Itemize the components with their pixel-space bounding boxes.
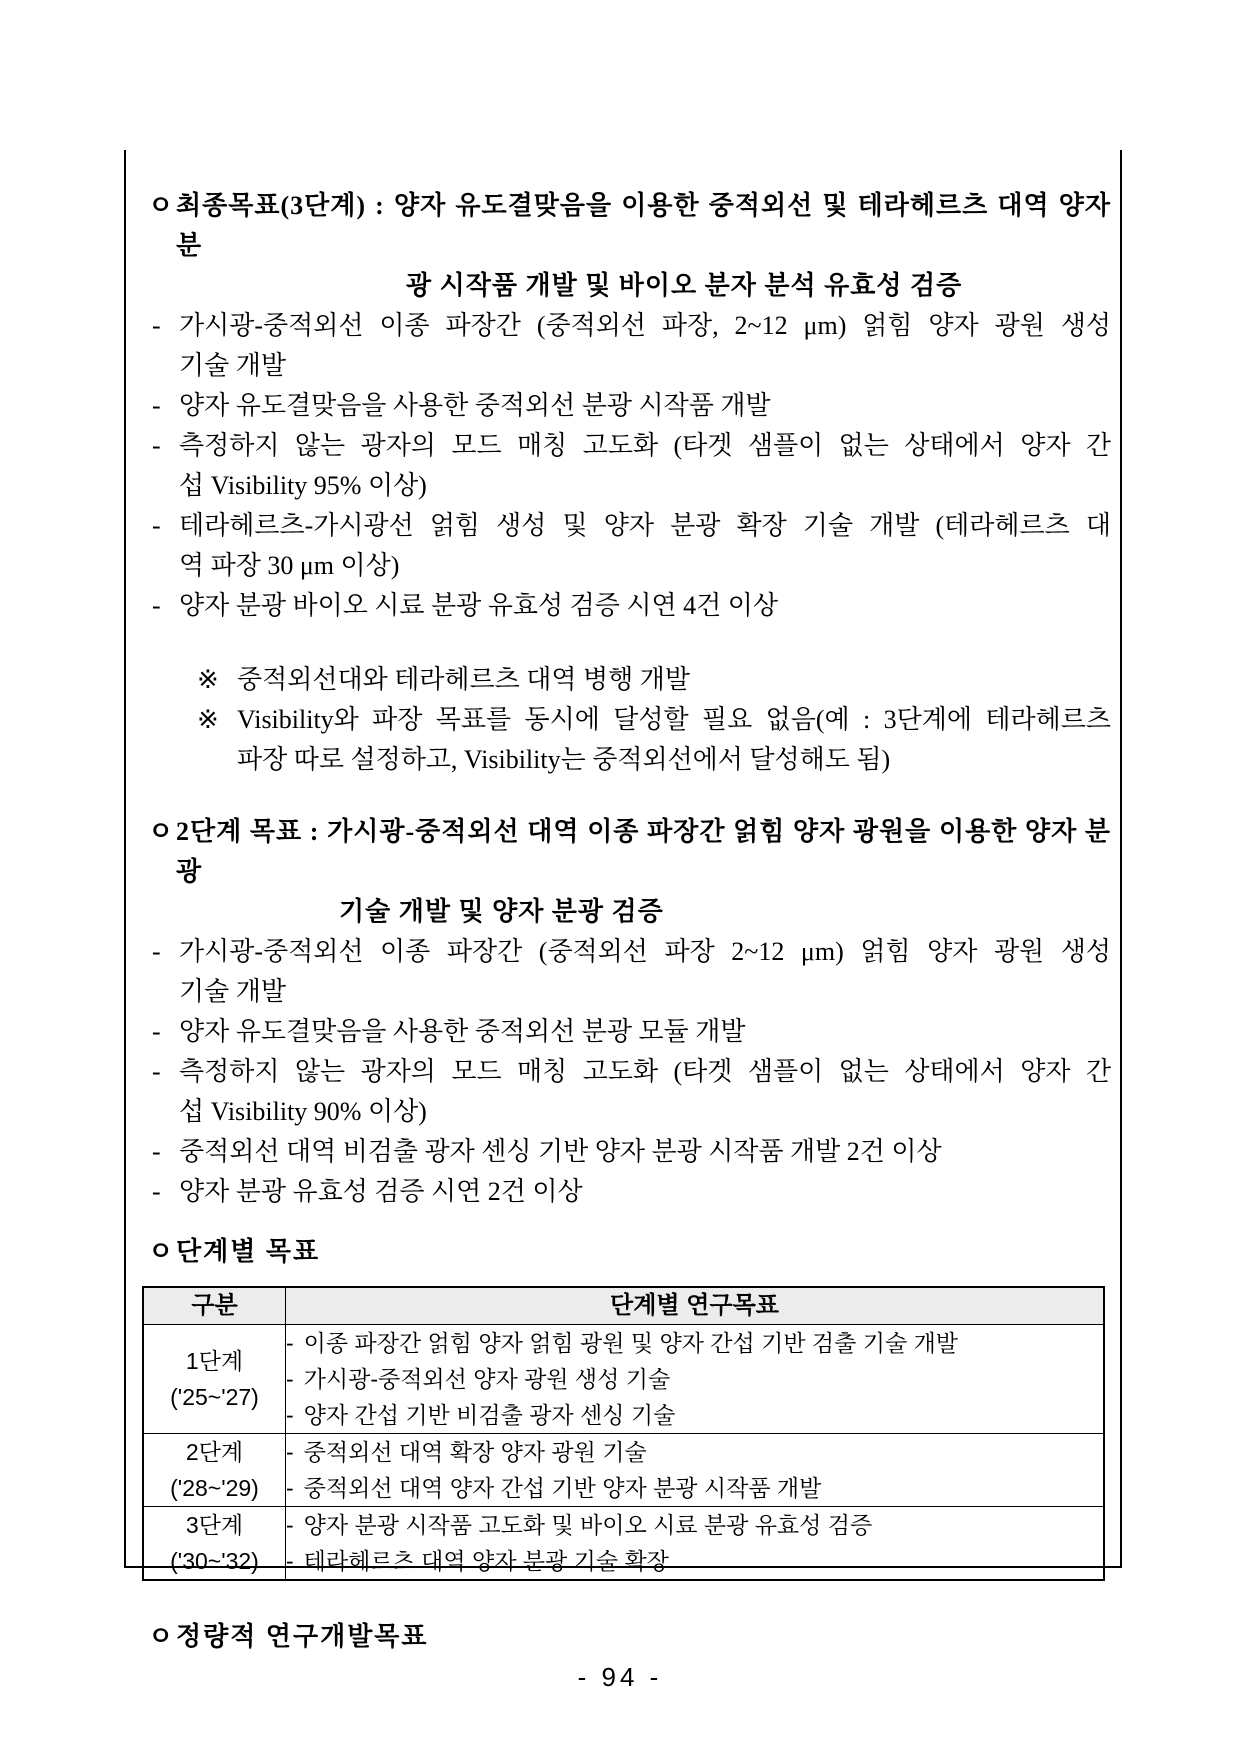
table-row bbox=[143, 1507, 1104, 1581]
dash-marker: - bbox=[152, 1177, 161, 1206]
goal-line bbox=[286, 1543, 1103, 1579]
goal-line bbox=[286, 1434, 1103, 1470]
dash-marker: - bbox=[152, 1137, 161, 1166]
list-item bbox=[126, 386, 1111, 426]
stage-period: ('30~'32) bbox=[170, 1548, 259, 1574]
goals-cell bbox=[286, 1325, 1105, 1434]
dash-marker: - bbox=[286, 1512, 294, 1538]
final-goal-heading bbox=[126, 186, 1111, 266]
stage-cell bbox=[143, 1507, 286, 1581]
content-area bbox=[126, 150, 1120, 1657]
goal-text: 중적외선 대역 양자 간섭 기반 양자 분광 시작품 개발 bbox=[303, 1475, 822, 1501]
stage-label: 2단계 bbox=[185, 1439, 244, 1465]
reference-notes bbox=[126, 660, 1111, 780]
content-frame bbox=[124, 150, 1122, 1651]
item-line: 섭 Visibility 95% 이상) bbox=[179, 471, 427, 500]
list-item bbox=[126, 1052, 1111, 1132]
goal-text: 양자 분광 시작품 고도화 및 바이오 시료 분광 유효성 검증 bbox=[303, 1512, 873, 1538]
dash-marker: - bbox=[152, 431, 161, 460]
dash-marker: - bbox=[152, 511, 161, 540]
section-quantitative bbox=[126, 1617, 1111, 1657]
note-line: 파장 따로 설정하고, Visibility는 중적외선에서 달성해도 됨) bbox=[237, 745, 891, 774]
item-line: 양자 분광 유효성 검증 시연 2건 이상 bbox=[179, 1177, 583, 1206]
reference-mark: ※ bbox=[197, 705, 219, 734]
stage-cell bbox=[143, 1434, 286, 1507]
dash-marker: - bbox=[286, 1439, 294, 1465]
circle-bullet: ㅇ bbox=[148, 1622, 174, 1651]
dash-marker: - bbox=[152, 391, 161, 420]
dash-marker: - bbox=[286, 1330, 294, 1356]
circle-bullet: ㅇ bbox=[148, 1237, 174, 1266]
stage-label: 3단계 bbox=[185, 1512, 244, 1538]
final-goal-title-line1: 최종목표(3단계) : 양자 유도결맞음을 이용한 중적외선 및 테라헤르츠 대역 양자 분 bbox=[176, 191, 1111, 260]
dash-marker: - bbox=[152, 311, 161, 340]
final-goal-title-line2: 광 시작품 개발 및 바이오 분자 분석 유효성 검증 bbox=[406, 271, 963, 300]
goal-text: 양자 간섭 기반 비검출 광자 센싱 기술 bbox=[303, 1402, 676, 1428]
item-line: 가시광-중적외선 이종 파장간 (중적외선 파장 2~12 μm) 얽힘 양자 광원 생성 bbox=[179, 937, 1111, 966]
stage-label: 1단계 bbox=[185, 1348, 244, 1374]
stage-goals-title: 단계별 목표 bbox=[176, 1237, 321, 1266]
goal-line bbox=[286, 1397, 1103, 1433]
note-line: 중적외선대와 테라헤르츠 대역 병행 개발 bbox=[237, 665, 690, 694]
item-line: 측정하지 않는 광자의 모드 매칭 고도화 (타겟 샘플이 없는 상태에서 양자 간 bbox=[179, 431, 1111, 460]
column-header-category: 구분 bbox=[143, 1287, 286, 1325]
quantitative-heading bbox=[126, 1617, 1111, 1657]
goal-line bbox=[286, 1361, 1103, 1397]
list-item bbox=[126, 426, 1111, 506]
item-line: 섭 Visibility 90% 이상) bbox=[179, 1097, 427, 1126]
item-line: 역 파장 30 μm 이상) bbox=[179, 551, 400, 580]
list-item bbox=[126, 1012, 1111, 1052]
stage-goals-table bbox=[142, 1286, 1105, 1581]
dash-marker: - bbox=[152, 591, 161, 620]
item-line: 가시광-중적외선 이종 파장간 (중적외선 파장, 2~12 μm) 얽힘 양자 광원 생성 bbox=[179, 311, 1111, 340]
stage2-title-line2: 기술 개발 및 양자 분광 검증 bbox=[339, 897, 664, 926]
list-item bbox=[126, 586, 1111, 626]
item-line: 양자 유도결맞음을 사용한 중적외선 분광 시작품 개발 bbox=[179, 391, 771, 420]
circle-bullet: ㅇ bbox=[148, 817, 174, 846]
dash-marker: - bbox=[286, 1475, 294, 1501]
stage-period: ('28~'29) bbox=[170, 1475, 259, 1501]
item-line: 측정하지 않는 광자의 모드 매칭 고도화 (타겟 샘플이 없는 상태에서 양자 간 bbox=[179, 1057, 1111, 1086]
goal-text: 중적외선 대역 확장 양자 광원 기술 bbox=[303, 1439, 647, 1465]
column-header-goals: 단계별 연구목표 bbox=[286, 1287, 1105, 1325]
goal-line bbox=[286, 1507, 1103, 1543]
note-line: Visibility와 파장 목표를 동시에 달성할 필요 없음(예 : 3단계에 테라헤르츠 bbox=[237, 705, 1111, 734]
list-item bbox=[126, 932, 1111, 1012]
item-line: 기술 개발 bbox=[179, 977, 286, 1006]
section-stage2-goal bbox=[126, 812, 1111, 1212]
quantitative-title: 정량적 연구개발목표 bbox=[176, 1622, 429, 1651]
reference-mark: ※ bbox=[197, 665, 219, 694]
goal-text: 가시광-중적외선 양자 광원 생성 기술 bbox=[303, 1366, 671, 1392]
dash-marker: - bbox=[152, 937, 161, 966]
dash-marker: - bbox=[286, 1548, 294, 1574]
goal-text: 이종 파장간 얽힘 양자 얽힘 광원 및 양자 간섭 기반 검출 기술 개발 bbox=[303, 1330, 959, 1356]
item-line: 테라헤르츠-가시광선 얽힘 생성 및 양자 분광 확장 기술 개발 (테라헤르츠 대 bbox=[179, 511, 1111, 540]
stage2-heading bbox=[126, 812, 1111, 892]
table-row bbox=[143, 1325, 1104, 1434]
page-number: - 94 - bbox=[577, 1662, 663, 1692]
stage2-title-line1: 2단계 목표 : 가시광-중적외선 대역 이종 파장간 얽힘 양자 광원을 이용한 양자 분광 bbox=[176, 817, 1111, 886]
list-item bbox=[126, 1172, 1111, 1212]
goal-text: 테라헤르츠 대역 양자 분광 기술 확장 bbox=[303, 1548, 669, 1574]
list-item bbox=[126, 306, 1111, 386]
goals-cell bbox=[286, 1507, 1105, 1581]
section-final-goal bbox=[126, 186, 1111, 780]
circle-bullet: ㅇ bbox=[148, 191, 174, 220]
section-stage-goals bbox=[126, 1232, 1111, 1581]
note-item bbox=[126, 660, 1111, 700]
list-item bbox=[126, 506, 1111, 586]
goal-line bbox=[286, 1325, 1103, 1361]
dash-marker: - bbox=[152, 1017, 161, 1046]
table-row bbox=[143, 1434, 1104, 1507]
goals-cell bbox=[286, 1434, 1105, 1507]
stage-goals-heading bbox=[126, 1232, 1111, 1272]
goal-line bbox=[286, 1470, 1103, 1506]
item-line: 양자 분광 바이오 시료 분광 유효성 검증 시연 4건 이상 bbox=[179, 591, 778, 620]
item-line: 기술 개발 bbox=[179, 351, 286, 380]
dash-marker: - bbox=[152, 1057, 161, 1086]
item-line: 양자 유도결맞음을 사용한 중적외선 분광 모듈 개발 bbox=[179, 1017, 746, 1046]
list-item bbox=[126, 1132, 1111, 1172]
stage-cell bbox=[143, 1325, 286, 1434]
stage-period: ('25~'27) bbox=[170, 1384, 259, 1410]
table-header-row bbox=[143, 1287, 1104, 1325]
dash-marker: - bbox=[286, 1402, 294, 1428]
note-item bbox=[126, 700, 1111, 780]
item-line: 중적외선 대역 비검출 광자 센싱 기반 양자 분광 시작품 개발 2건 이상 bbox=[179, 1137, 942, 1166]
dash-marker: - bbox=[286, 1366, 294, 1392]
